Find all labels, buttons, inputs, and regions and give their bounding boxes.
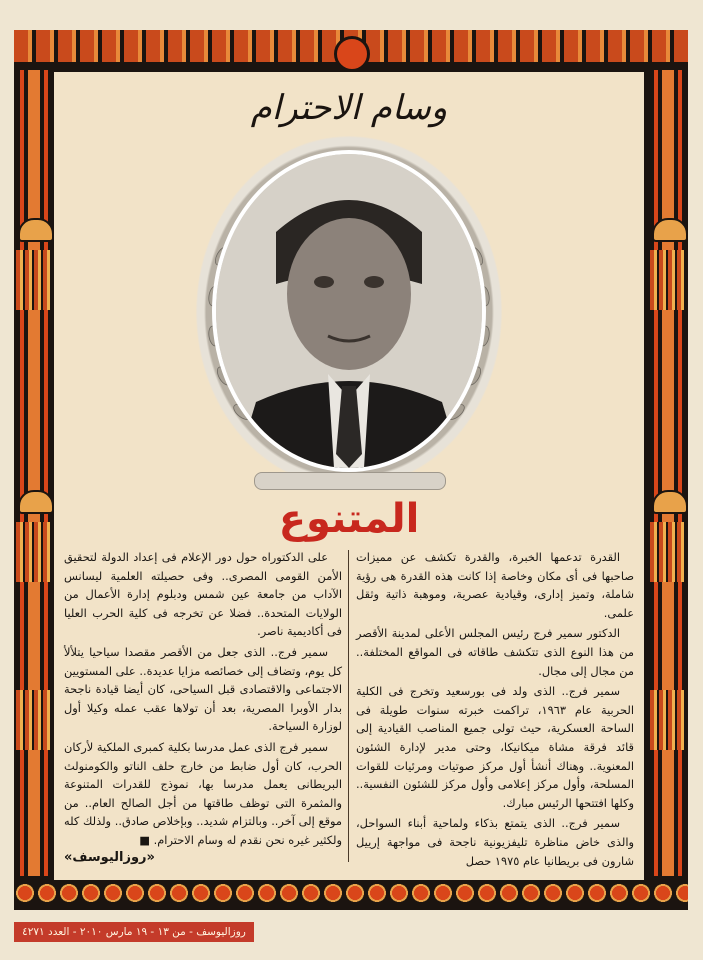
paragraph: سمير فرج.. الذى يتمتع بذكاء ولماحية أبناء السواحل، والذى خاض مناظرة تليفزيونية ناجحة فى مواجهة إرييل شارون فى بريطانيا عام ١٩٧٥ حصل (356, 816, 634, 868)
column-divider (348, 550, 349, 862)
portrait-photo (212, 150, 486, 472)
paragraph: الدكتور سمير فرج رئيس المجلس الأعلى لمدينة الأقصر من هذا النوع الذى تتكشف طاقاته فى المواقع المختلفة.. من مجال إلى مجال. (356, 626, 634, 678)
wreath-ribbon (254, 472, 446, 490)
paragraph: سمير فرج.. الذى جعل من الأقصر مقصدا سياحيا يتلألأ كل يوم، وتضاف إلى خصائصه مزايا عديدة.. على المستويين الاجتماعى والاقتصادى قبل السياحى، كان أيضا قيادة ناجحة بدار الأوبرا المصرية، بعد أن تولاها عقب عمله وكيلا أول لوزارة السياحة. (64, 644, 342, 734)
frame-bottom-band (14, 876, 688, 910)
paragraph: سمير فرج.. الذى ولد فى بورسعيد وتخرج فى الكلية الحربية عام ١٩٦٣، تراكمت خبرته سنوات طويلة فى الساحة العسكرية، حيث تولى جميع المناصب القيادية إلى قائد فرقة مشاة ميكانيكا، وحتى مدير لإدارة الشئون المعنوية.. وهناك أنشأ أول مركز صوتيات ومرئيات للقوات المسلحة، وأول مركز إعلامى وأول مركز للشئون النفسية.. وكلها افتتحها الرئيس مبارك. (356, 684, 634, 810)
article-panel (54, 72, 644, 880)
frame-right-column (648, 70, 688, 876)
article-column-left (64, 548, 342, 852)
paragraph: على الدكتوراه حول دور الإعلام فى إعداد الدولة لتحقيق الأمن القومى المصرى.. وفى حصيلته العلمية ليسانس الآداب من جامعة عين شمس ودبلوم إدارة الأعمال من الولايات المتحدة.. فضلا عن تخرجه فى كلية الحرب العليا فى أكاديمية ناصر. (64, 550, 342, 639)
signature: «روزاليوسف» (64, 850, 155, 865)
section-title: المتنوع (278, 496, 420, 542)
paragraph: القدرة تدعمها الخبرة، والقدرة تكشف عن مميزات صاحبها فى أى مكان وخاصة إذا كانت هذه القدرة هى رؤية شاملة، وتميز إدارى، وقيادية عصرية، وموهبة ذاتية وثقل علمى. (356, 550, 634, 620)
article-title: وسام الاحترام (250, 88, 448, 128)
footer-issue-line: روزاليوسف - من ١٣ - ١٩ مارس ٢٠١٠ - العدد ٤٢٧١ (22, 926, 246, 938)
article-column-right (356, 548, 634, 872)
frame-left-column (14, 70, 54, 876)
paragraph: سمير فرج الذى عمل مدرسا بكلية كمبرى الملكية لأركان الحرب، كان أول ضابط من خارج حلف الناتو والكومنولث البريطانى يعمل مدرسا بها، نموذج للقدرات المتنوعة والمثمرة التى توظف طاقتها من أجل الصالح العام.. من موقع إلى آخر.. وبالتزام شديد.. وبإخلاص صادق.. ولذلك كله ولكثير غيره نحن نقدم له وسام الاحترام. ■ (64, 739, 342, 847)
frame-top-disc (334, 36, 370, 72)
